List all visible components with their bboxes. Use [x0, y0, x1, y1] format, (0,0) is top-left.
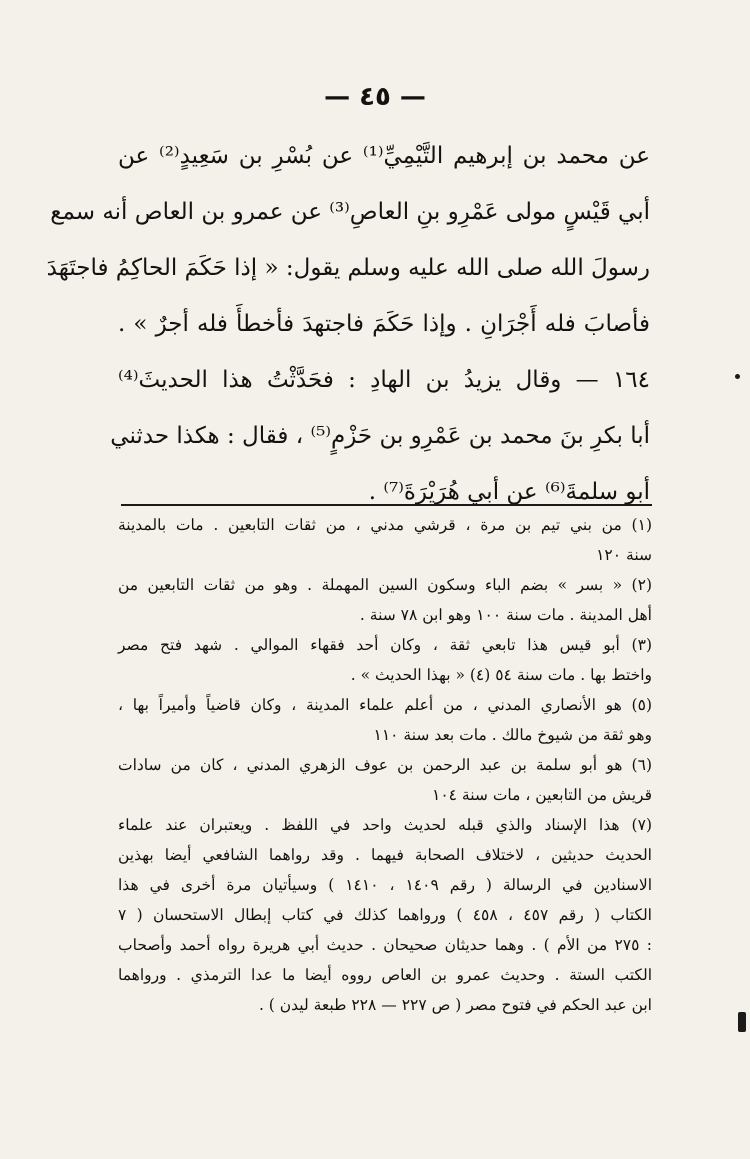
footnote-line: وهو ثقة من شيوخ مالك . مات بعد سنة ١١٠ [373, 726, 652, 744]
margin-mark [738, 1012, 746, 1032]
footnote-line: الحديث حديثين ، لاختلاف الصحابة فيهما . وقد رواهما الشافعي أيضا بهذين [118, 846, 652, 864]
footnote-line: سنة ١٢٠ [596, 546, 652, 564]
footnote-line: : ٢٧٥ من الأم ) . وهما حديثان صحيحان . حديث أبي هريرة رواه أحمد وأصحاب [118, 936, 652, 954]
footnote-line: (٢) « بسر » بضم الباء وسكون السين المهملة . وهو من ثقات التابعين من [118, 576, 652, 594]
footnotes [118, 510, 652, 1020]
text-line: أبو سلمةَ⁽⁶⁾ عن أبي هُرَيْرَةَ⁽⁷⁾ . [368, 479, 650, 505]
footnote-line: واختط بها . مات سنة ٥٤ (٤) « بهذا الحديث » . [350, 666, 652, 684]
text-line: أبا بكرِ بنَ محمد بن عَمْرِو بن حَزْمٍ⁽⁵⁾ ، فقال : هكذا حدثني [110, 423, 650, 449]
page-number: — ٤٥ — [324, 82, 426, 112]
text-line: ١٦٤ — وقال يزيدُ بن الهادِ : فحَدَّثْتُ هذا الحديثَ⁽⁴⁾ [118, 367, 650, 393]
footnote-line: الكتب الستة . وحديث عمرو بن العاص رووه أيضا ما عدا الترمذي . ورواهما [118, 966, 652, 984]
footnote-line: ابن عبد الحكم في فتوح مصر ( ص ٢٢٧ — ٢٢٨ طبعة ليدن ) . [258, 996, 652, 1014]
text-line: عن محمد بن إبرهيم التَّيْمِيِّ⁽¹⁾ عن بُسْرِ بن سَعِيدٍ⁽²⁾ عن [118, 143, 650, 169]
footnote-line: (٧) هذا الإسناد والذي قبله لحديث واحد في اللفظ . ويعتبران عند علماء [118, 816, 652, 834]
footnote-line: (٥) هو الأنصاري المدني ، من أعلم علماء المدينة ، وكان قاضياً وأميراً بها ، [118, 696, 652, 714]
footnote-line: الكتاب ( رقم ٤٥٧ ، ٤٥٨ ) ورواهما كذلك في كتاب إبطال الاستحسان ( ٧ [118, 906, 652, 924]
footnote-line: قريش من التابعين ، مات سنة ١٠٤ [432, 786, 652, 804]
text-line: أبي قَيْسٍ مولى عَمْرِو بنِ العاصِ⁽³⁾ عن عمرو بن العاص أنه سمع [50, 199, 650, 225]
footnote-divider [121, 504, 652, 506]
footnote-line: (٦) هو أبو سلمة بن عبد الرحمن بن عوف الزهري المدني ، كان من سادات [118, 756, 652, 774]
footnote-line: الاسنادين في الرسالة ( رقم ١٤٠٩ ، ١٤١٠ ) وسيأتيان مرة أخرى في هذا [118, 876, 653, 894]
footnote-line: (١) من بني تيم بن مرة ، قرشي مدني ، من ثقات التابعين . مات بالمدينة [118, 516, 652, 534]
footnote-line: أهل المدينة . مات سنة ١٠٠ وهو ابن ٧٨ سنة . [359, 606, 652, 624]
text-line: فأصابَ فله أَجْرَانِ . وإذا حَكَمَ فاجتهدَ فأخطأَ فله أجرٌ » . [118, 311, 650, 337]
margin-dot [735, 374, 740, 379]
main-text [46, 128, 650, 520]
text-line: رسولَ الله صلى الله عليه وسلم يقول: « إذا حَكَمَ الحاكِمُ فاجتَهَدَ [46, 255, 650, 281]
footnote-line: (٣) أبو قيس هذا تابعي ثقة ، وكان أحد فقهاء الموالي . شهد فتح مصر [118, 636, 652, 654]
